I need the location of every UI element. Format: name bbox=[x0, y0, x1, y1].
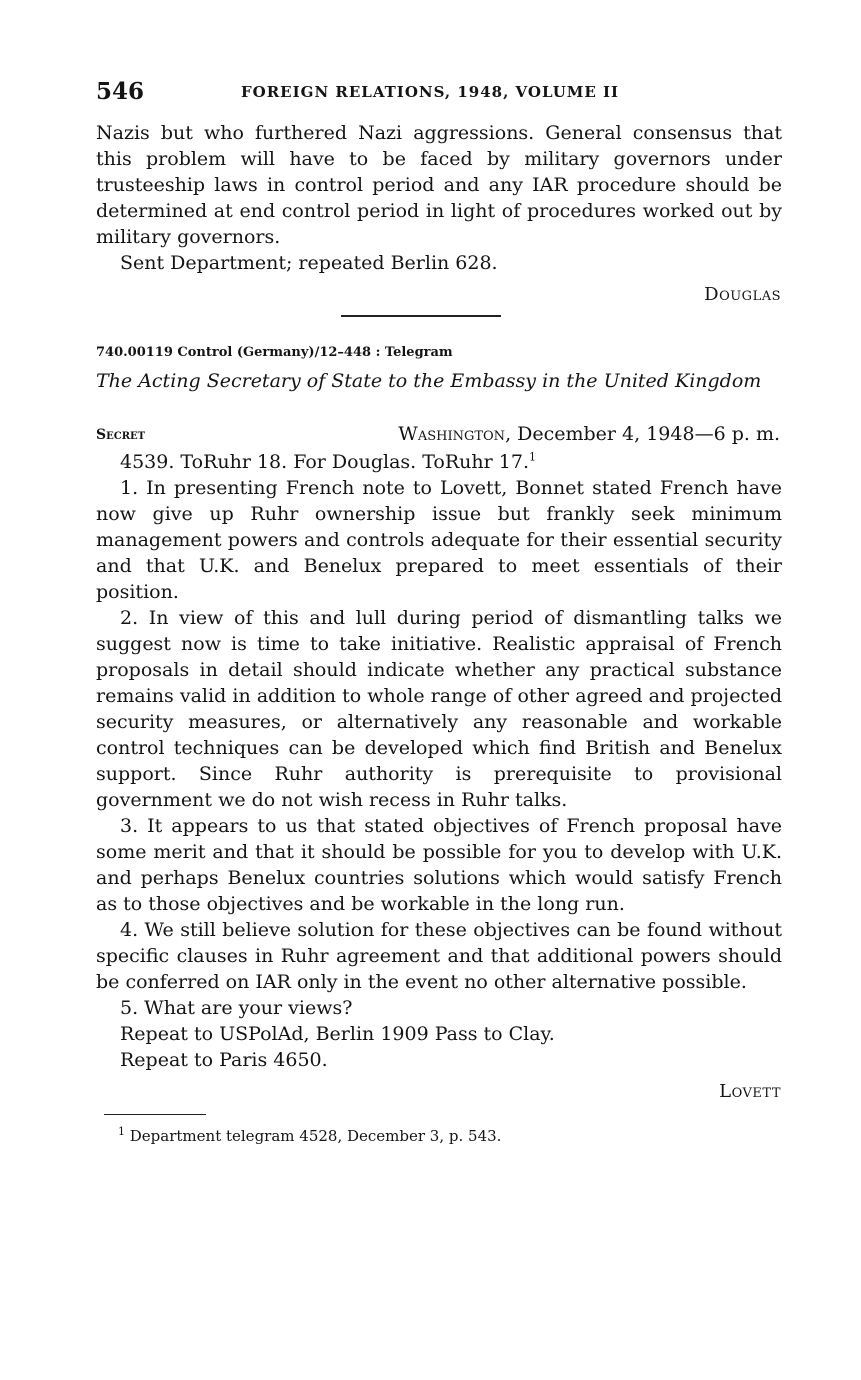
repeat-line-2: Repeat to Paris 4650. bbox=[120, 1049, 328, 1071]
dateline bbox=[398, 423, 780, 445]
paragraph-3: 3. It appears to us that stated objectives of French proposal have some merit and that it should be possible for you to develop with U.K. and perhaps Benelux countries solutions which would satisfy French as to those objectives and be workable in the long run. bbox=[96, 815, 782, 915]
document-title: The Acting Secretary of State to the Embassy in the United Kingdom bbox=[96, 370, 762, 392]
running-head: FOREIGN RELATIONS, 1948, VOLUME II bbox=[241, 83, 620, 101]
footnote bbox=[118, 1127, 501, 1145]
file-reference: 740.00119 Control (Germany)/12–448 : Telegram bbox=[96, 345, 453, 360]
dateline-place: Washington bbox=[398, 423, 506, 445]
paragraph-4: 4. We still believe solution for these objectives can be found without specific clauses in Ruhr agreement and that additional powers should be conferred on IAR only in the event no other alternative possible. bbox=[96, 919, 782, 993]
continuation-paragraph: Nazis but who furthered Nazi aggressions. General consensus that this problem will have to be faced by military governors under trusteeship laws in control period and any IAR procedure should be determined at end control period in light of procedures worked out by military governors. bbox=[96, 122, 782, 248]
dateline-date: , December 4, 1948—6 p. m. bbox=[505, 423, 780, 445]
previous-document-continuation bbox=[96, 120, 782, 276]
paragraph-2: 2. In view of this and lull during period of dismantling talks we suggest now is time to take initiative. Realistic appraisal of French proposals in detail should indicate whether any practical substance remains valid in addition to whole range of other agreed and projected security measures, or alternatively any reasonable and workable control techniques can be developed which find British and Benelux support. Since Ruhr authority is prerequisite to provisional government we do not wish recess in Ruhr talks. bbox=[96, 607, 782, 811]
telegram-body bbox=[96, 449, 782, 1073]
footnote-rule bbox=[104, 1114, 206, 1115]
opening-text: 4539. ToRuhr 18. For Douglas. ToRuhr 17. bbox=[120, 451, 529, 473]
repeat-line-1: Repeat to USPolAd, Berlin 1909 Pass to Clay. bbox=[120, 1023, 555, 1045]
page-number: 546 bbox=[96, 78, 145, 105]
previous-signature: Douglas bbox=[704, 284, 781, 305]
classification: Secret bbox=[96, 427, 146, 443]
sent-line: Sent Department; repeated Berlin 628. bbox=[120, 252, 498, 274]
paragraph-1: 1. In presenting French note to Lovett, Bonnet stated French have now give up Ruhr ownership issue but frankly seek minimum management powers and controls adequate for their essential security and that U.K. and Benelux prepared to meet essentials of their position. bbox=[96, 477, 782, 603]
opening-line bbox=[96, 449, 782, 475]
paragraph-5: 5. What are your views? bbox=[120, 997, 353, 1019]
page-header bbox=[96, 78, 786, 108]
document-separator bbox=[341, 315, 501, 317]
footnote-marker: 1 bbox=[118, 1125, 125, 1138]
document-signature: Lovett bbox=[719, 1081, 781, 1102]
classification-dateline bbox=[96, 423, 780, 449]
footnote-text: Department telegram 4528, December 3, p. 543. bbox=[129, 1127, 502, 1145]
footnote-reference: 1 bbox=[529, 450, 536, 464]
